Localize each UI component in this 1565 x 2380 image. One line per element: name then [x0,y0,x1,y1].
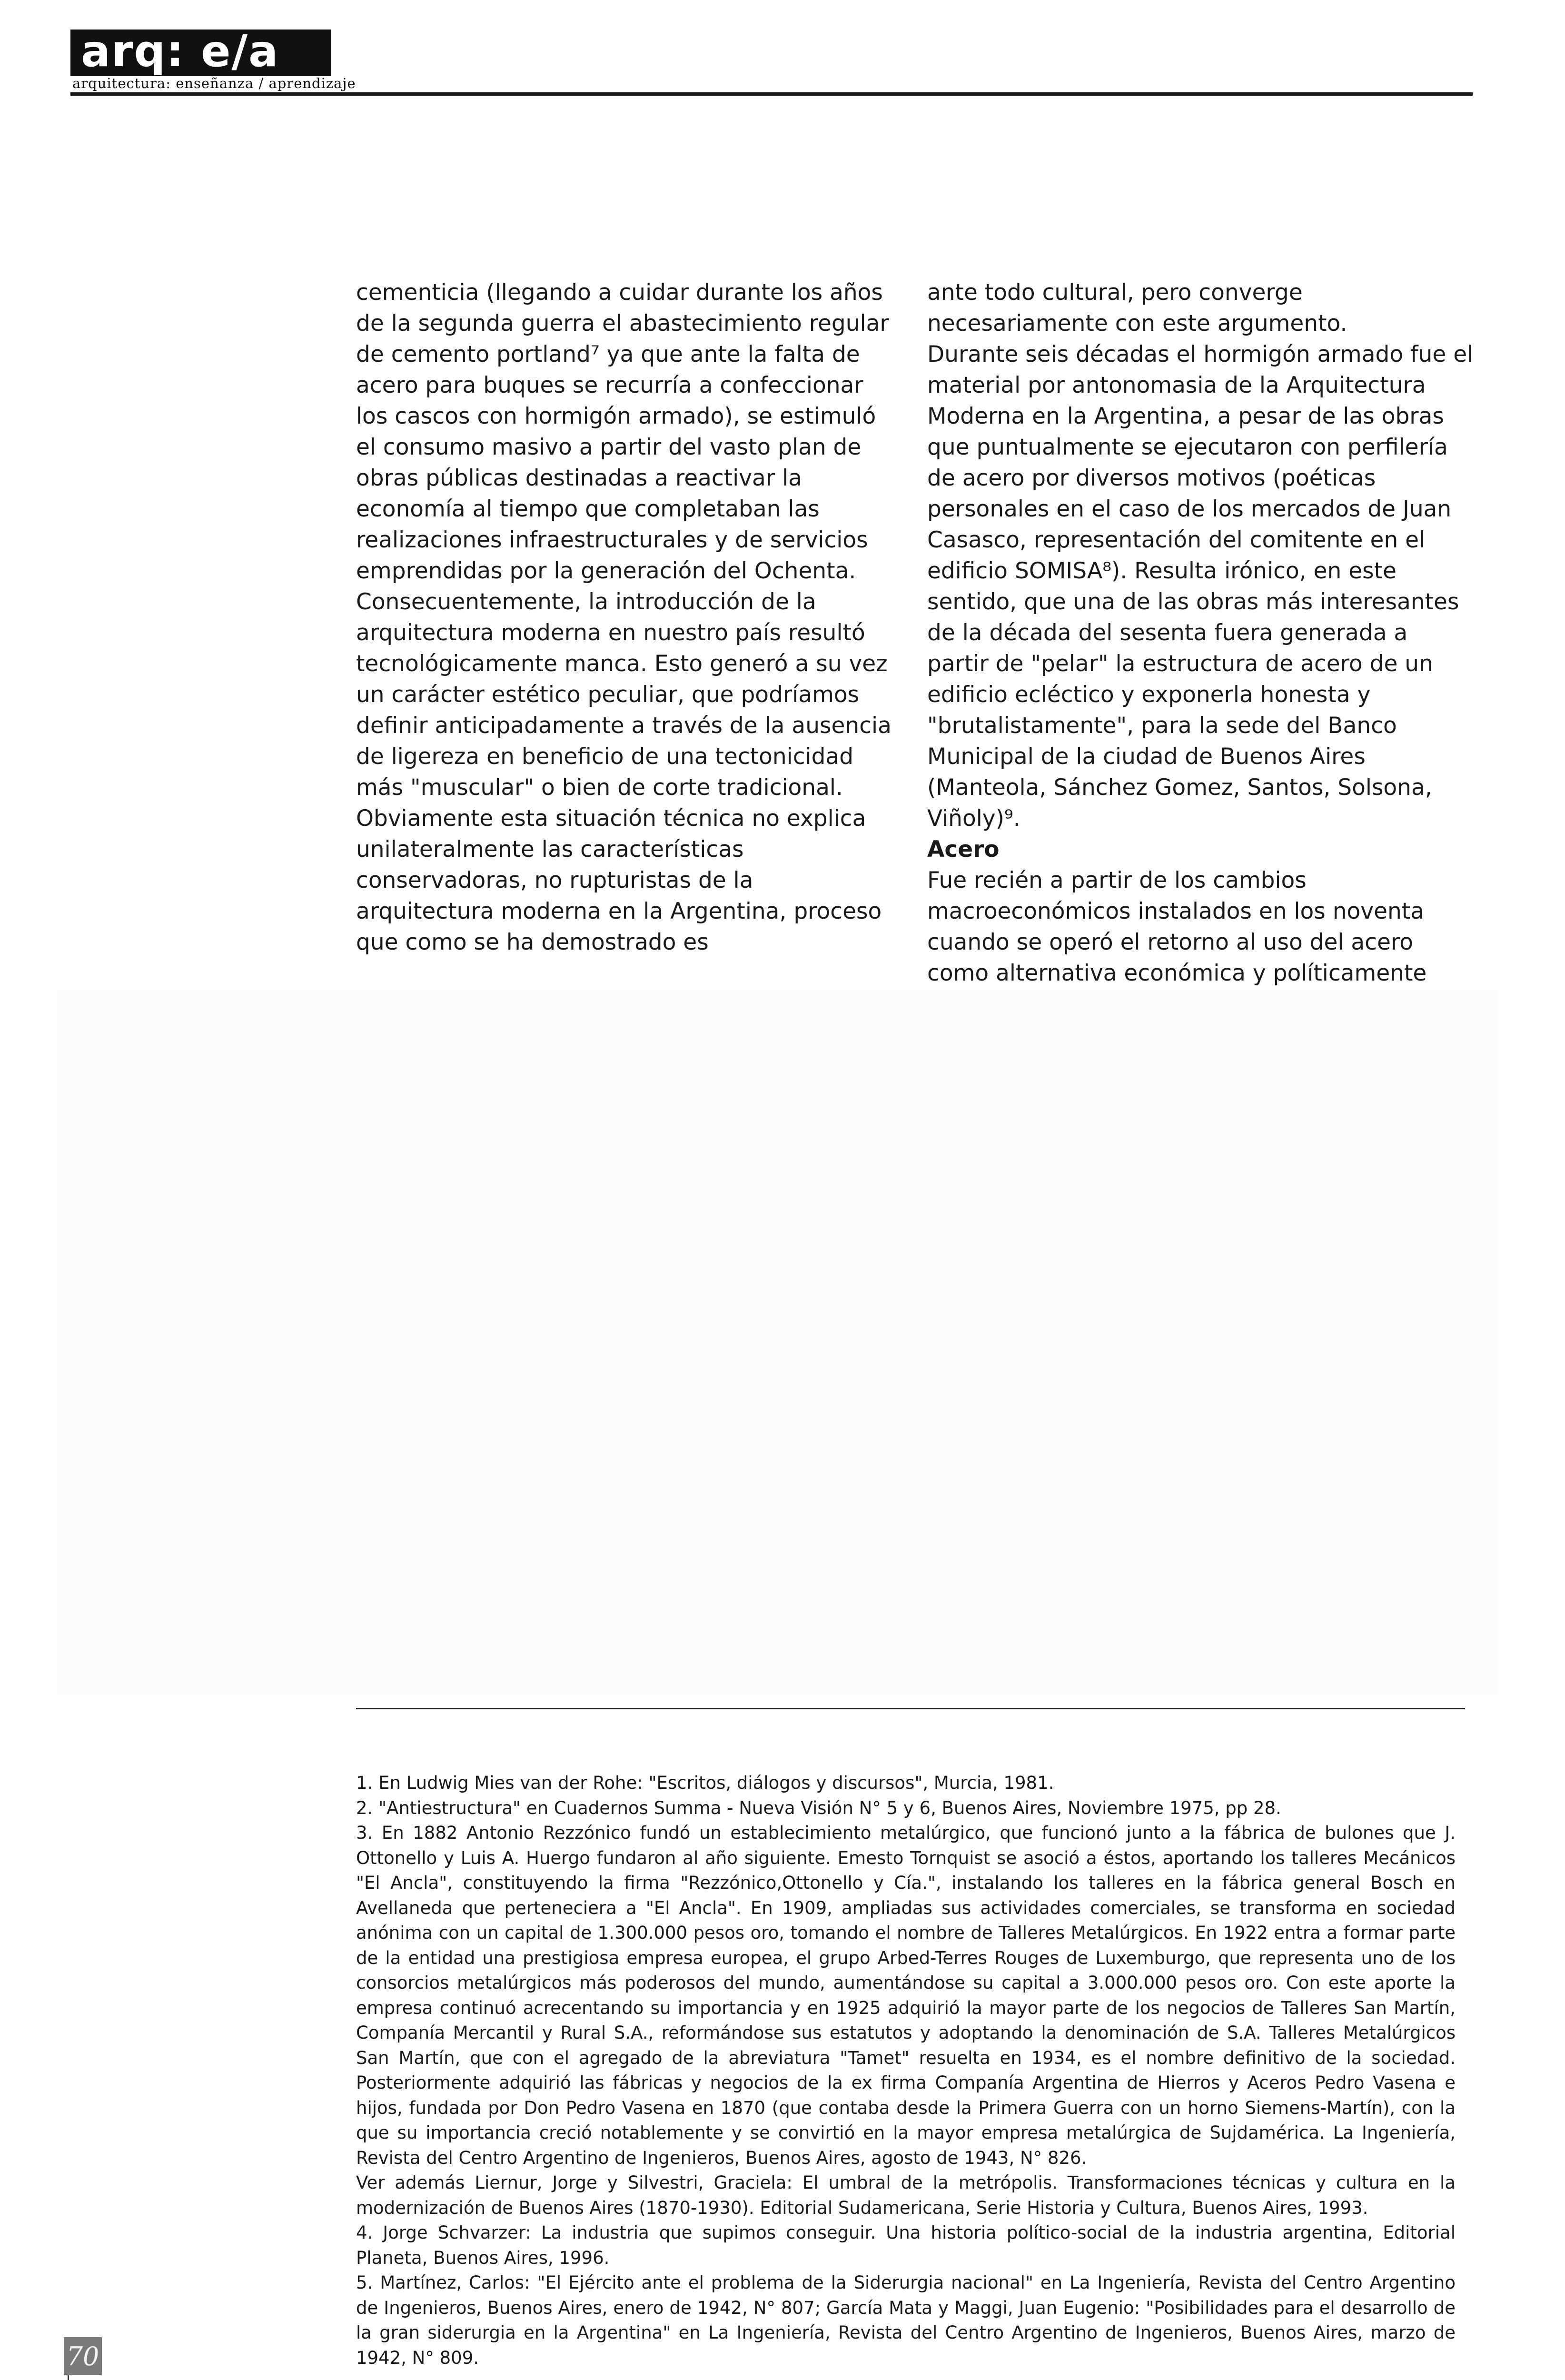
section-heading: Acero [927,836,1000,863]
masthead-logo-block [70,26,331,77]
paragraph: cementicia (llegando a cuidar durante los años de la segunda guerra el abastecimiento regular de cemento portland⁷ ya que ante la falta de acero para buques se recurría a confeccionar los cascos con hormigón armado), se estimuló el consumo masivo a partir del vasto plan de obras públicas destinadas a reactivar la economía al tiempo que completaban las realizaciones infraestructurales y de servicios emprendidas por la generación del Ochenta. [356,279,889,584]
page-number-box [64,2337,102,2375]
header-rule [70,92,1473,96]
left-column [356,277,894,958]
footnote: 3. En 1882 Antonio Rezzónico fundó un establecimiento metalúrgico, que funcionó junto a la fábrica de bulones que J. Ottonello y Luis A. Huergo fundaron al año siguiente. Emesto Tornquist se asoció a éstos, aportando los talleres Mecánicos "El Ancla", constituyendo la firma "Rezzónico,Ottonello y Cía.", instalando los talleres en la fábrica general Bosch en Avellaneda que perteneciera a "El Ancla". En 1909, ampliadas sus actividades comerciales, se transforma en sociedad anónima con un capital de 1.300.000 pesos oro, tomando el nombre de Talleres Metalúrgicos. En 1922 entra a formar parte de la entidad una prestigiosa empresa europea, el grupo Arbed-Terres Rouges de Luxemburgo, que representa uno de los consorcios metalúrgicos más poderosos del mundo, aumentándose su capital a 3.000.000 pesos oro. Con este aporte la empresa continuó acrecentando su importancia y en 1925 adquirió la mayor parte de los negocios de Talleres San Martín, Companía Mercantil y Rural S.A., reformándose sus estatutos y adoptando la denominación de S.A. Talleres Metalúrgicos San Martín, que con el agregado de la abreviatura "Tamet" resuelta en 1934, es el nombre definitivo de la sociedad. Posteriormente adquirió las fábricas y negocios de la ex firma Companía Argentina de Hierros y Aceros Pedro Vasena e hijos, fundada por Don Pedro Vasena en 1870 (que contaba desde la Primera Guerra con un horno Siemens-Martín), con la que su importancia creció notablemente y se convirtió en la mayor empresa metalúrgica de Sujdamérica. La Ingeniería, Revista del Centro Argentino de Ingenieros, Buenos Aires, agosto de 1943, N° 826. [356,1823,1456,2168]
footnotes-rule [356,1708,1465,1709]
right-column [927,277,1475,1020]
paragraph: Durante seis décadas el hormigón armado fue el material por antonomasia de la Arquitectura Moderna en la Argentina, a pesar de las obras que puntualmente se ejecutaron con perfilería de acero por diversos motivos (poéticas personales en el caso de los mercados de Juan Casasco, representación del comitente en el edificio SOMISA⁸). Resulta irónico, en este sentido, que una de las obras más interesantes de la década del sesenta fuera generada a partir de "pelar" la estructura de acero de un edificio ecléctico y exponerla honesta y "brutalistamente", para la sede del Banco Municipal de la ciudad de Buenos Aires (Manteola, Sánchez Gomez, Santos, Solsona, Viñoly)⁹. [927,341,1474,832]
journal-subtitle: arquitectura: enseñanza / aprendizaje [72,75,356,91]
footnotes [356,1771,1456,2370]
journal-logo: arq: e/a [81,26,279,77]
page-number: 70 [66,2341,99,2371]
paragraph: ante todo cultural, pero converge necesariamente con este argumento. [927,279,1347,337]
footnote: Ver además Liernur, Jorge y Silvestri, Graciela: El umbral de la metrópolis. Transformaciones técnicas y cultura en la modernización de Buenos Aires (1870-1930). Editorial Sudamericana, Serie Historia y Cultura, Buenos Aires, 1993. [356,2172,1456,2218]
paragraph: Consecuentemente, la introducción de la arquitectura moderna en nuestro país resultó tecnológicamente manca. Esto generó a su vez un carácter estético peculiar, que podríamos definir anticipadamente a través de la ausencia de ligereza en beneficio de una tectonicidad más "muscular" o bien de corte tradicional. [356,589,891,801]
paragraph: Fue recién a partir de los cambios macroeconómicos instalados en los noventa cuando se operó el retorno al uso del acero como alternativa económica y políticamente [927,867,1427,986]
footnote: 2. "Antiestructura" en Cuadernos Summa - Nueva Visión N° 5 y 6, Buenos Aires, Noviembre 1975, pp 28. [356,1797,1281,1818]
footnote: 4. Jorge Schvarzer: La industria que supimos conseguir. Una historia político-social de la industria argentina, Editorial Planeta, Buenos Aires, 1996. [356,2222,1456,2268]
footnote: 5. Martínez, Carlos: "El Ejército ante el problema de la Siderurgia nacional" en La Ingeniería, Revista del Centro Argentino de Ingenieros, Buenos Aires, enero de 1942, N° 807; García Mata y Maggi, Juan Eugenio: "Posibilidades para el desarrollo de la gran siderurgia en la Argentina" en La Ingeniería, Revista del Centro Argentino de Ingenieros, Buenos Aires, marzo de 1942, N° 809. [356,2272,1456,2368]
faded-image-area [57,990,1499,1695]
paragraph: Obviamente esta situación técnica no explica unilateralmente las características conservadoras, no rupturistas de la arquitectura moderna en la Argentina, proceso que como se ha demostrado es [356,805,882,955]
margin-line [68,2375,69,2380]
footnote: 1. En Ludwig Mies van der Rohe: "Escritos, diálogos y discursos", Murcia, 1981. [356,1773,1054,1793]
